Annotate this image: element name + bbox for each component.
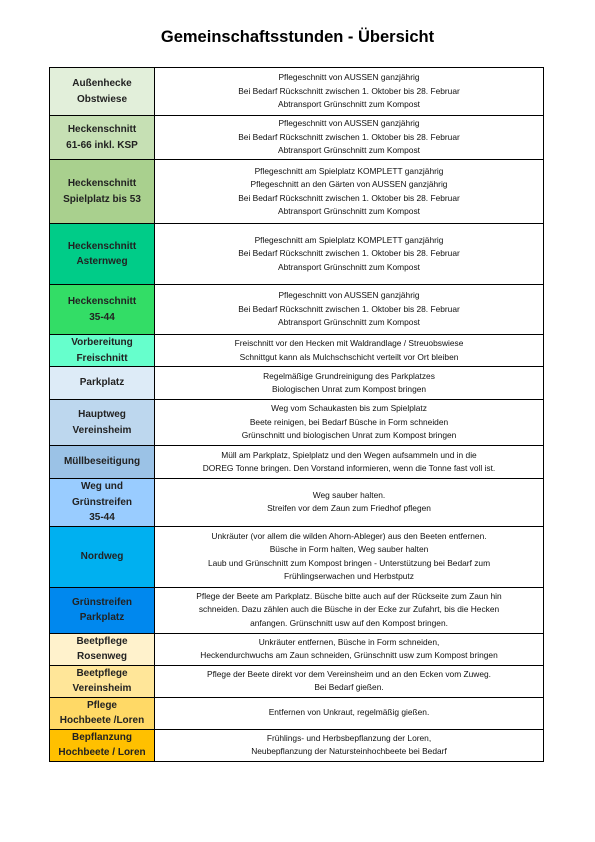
- task-description-line: Bei Bedarf Rückschnitt zwischen 1. Oktober bis 28. Februar: [238, 85, 460, 96]
- task-label-line: Bepflanzung: [72, 731, 132, 743]
- task-description-line: Abtransport Grünschnitt zum Kompost: [278, 317, 420, 328]
- task-description-line: anfangen. Grünschnitt usw auf den Kompost bringen.: [250, 617, 448, 628]
- task-description-line: Neubepflanzung der Natursteinhochbeete bei Bedarf: [251, 746, 447, 756]
- task-label-cell: [50, 479, 155, 527]
- task-label-cell: [50, 633, 155, 665]
- task-label-line: Parkplatz: [79, 612, 125, 623]
- table-row: [50, 633, 544, 665]
- task-description-line: schneiden. Dazu zählen auch die Büsche in der Ecke zur Zufahrt, bis die Hecken: [198, 604, 500, 615]
- task-description-cell: [155, 587, 544, 633]
- task-description-cell: [155, 729, 544, 761]
- page-title: Gemeinschaftsstunden - Übersicht: [160, 28, 435, 46]
- task-label-line: Freischnitt: [76, 352, 128, 364]
- table-row: [50, 367, 544, 400]
- task-description-cell: [155, 335, 544, 367]
- task-description-line: Pflegeschnitt am Spielplatz KOMPLETT ganzjährig: [254, 234, 444, 245]
- task-description-cell: [155, 697, 544, 729]
- task-description-cell: [155, 526, 544, 587]
- table-row: [50, 587, 544, 633]
- task-description-line: Abtransport Grünschnitt zum Kompost: [278, 145, 420, 156]
- task-description-line: Pflegeschnitt am Spielplatz KOMPLETT ganzjährig: [254, 165, 444, 176]
- task-label-line: Vorbereitung: [71, 337, 133, 348]
- task-description-cell: [155, 665, 544, 697]
- task-description-line: Bei Bedarf Rückschnitt zwischen 1. Oktober bis 28. Februar: [238, 131, 460, 142]
- task-description-line: Weg sauber halten.: [312, 489, 386, 500]
- task-description-line: Laub und Grünschnitt zum Kompost bringen - Unterstützung bei Bedarf zum: [207, 557, 491, 568]
- task-description-line: Pflege der Beete am Parkplatz. Büsche bitte auch auf der Rückseite zum Zaun hin: [196, 590, 502, 601]
- table-row: [50, 526, 544, 587]
- task-label-cell: [50, 116, 155, 160]
- task-label-line: Parkplatz: [79, 377, 125, 389]
- table-row: [50, 446, 544, 479]
- task-description-line: Büsche in Form halten, Weg sauber halten: [269, 544, 429, 555]
- task-description-line: Frühlings- und Herbsbepflanzung der Loren,: [266, 732, 432, 743]
- task-description-line: DOREG Tonne bringen. Den Vorstand informieren, wenn die Tonne fast voll ist.: [202, 463, 496, 473]
- task-description-line: Pflege der Beete direkt vor dem Vereinsheim und an den Ecken vom Zuweg.: [207, 668, 491, 679]
- task-description-line: Pflegeschnitt von AUSSEN ganzjährig: [278, 290, 420, 301]
- task-description-cell: [155, 446, 544, 479]
- task-label-line: 35-44: [89, 512, 115, 523]
- task-label-cell: [50, 160, 155, 224]
- task-description-line: Bei Bedarf Rückschnitt zwischen 1. Oktober bis 28. Februar: [238, 192, 460, 203]
- task-description-cell: [155, 479, 544, 527]
- task-description-line: Pflegeschnitt an den Gärten von AUSSEN ganzjährig: [250, 179, 448, 190]
- task-description-cell: [155, 116, 544, 160]
- task-description-line: Bei Bedarf gießen.: [314, 682, 384, 692]
- task-label-line: 61-66 inkl. KSP: [66, 139, 138, 151]
- task-label-line: Asternweg: [76, 256, 128, 267]
- task-label-cell: [50, 224, 155, 285]
- task-description-line: Freischnitt vor den Hecken mit Waldrandlage / Streuobswiese: [234, 338, 464, 349]
- task-description-line: Pflegeschnitt von AUSSEN ganzjährig: [278, 72, 420, 83]
- table-row: [50, 729, 544, 761]
- task-description-line: Heckendurchwuchs am Zaun schneiden, Grünschnitt usw zum Kompost bringen: [200, 650, 498, 660]
- task-description-line: Schnittgut kann als Mulchschschicht verteilt vor Ort bleiben: [239, 351, 459, 362]
- task-description-cell: [155, 68, 544, 116]
- task-label-line: Heckenschnitt: [67, 296, 137, 307]
- task-description-line: Unkräuter entfernen, Büsche in Form schneiden,: [258, 636, 440, 647]
- task-description-line: Frühlingserwachen und Herbstputz: [284, 570, 414, 581]
- task-description-cell: [155, 633, 544, 665]
- task-description-cell: [155, 160, 544, 224]
- table-row: [50, 479, 544, 527]
- task-label-line: Obstwiese: [76, 93, 128, 105]
- task-description-cell: [155, 400, 544, 446]
- table-row: [50, 400, 544, 446]
- table-row: [50, 160, 544, 224]
- table-row: [50, 68, 544, 116]
- table-row: [50, 285, 544, 335]
- task-label-cell: [50, 285, 155, 335]
- task-description-line: Streifen vor dem Zaun zum Friedhof pflegen: [267, 503, 431, 514]
- task-description-line: Weg vom Schaukasten bis zum Spielplatz: [271, 403, 427, 414]
- task-description-line: Bei Bedarf Rückschnitt zwischen 1. Oktober bis 28. Februar: [238, 248, 460, 259]
- task-label-line: Pflege: [86, 699, 117, 711]
- task-description-line: Abtransport Grünschnitt zum Kompost: [278, 99, 420, 110]
- task-description-line: Grünschnitt und biologischen Unrat zum Kompost bringen: [241, 430, 457, 441]
- task-label-cell: [50, 400, 155, 446]
- task-label-cell: [50, 729, 155, 761]
- task-description-line: Bei Bedarf Rückschnitt zwischen 1. Oktober bis 28. Februar: [238, 303, 460, 314]
- task-description-line: Biologischen Unrat zum Kompost bringen: [271, 384, 427, 394]
- task-label-line: Heckenschnitt: [67, 240, 137, 252]
- table-row: [50, 116, 544, 160]
- task-description-line: Beete reinigen, bei Bedarf Büsche in Form schneiden: [249, 416, 449, 427]
- task-label-line: Heckenschnitt: [67, 178, 137, 189]
- task-table: [49, 67, 544, 762]
- task-label-line: Hochbeete /Loren: [59, 715, 145, 726]
- task-label-line: Weg und: [80, 481, 124, 492]
- table-row: [50, 335, 544, 367]
- task-description-line: Müll am Parkplatz, Spielplatz und den Wegen aufsammeln und in die: [221, 449, 477, 460]
- task-description-cell: [155, 367, 544, 400]
- task-label-line: Müllbeseitigung: [63, 456, 141, 468]
- task-label-line: Beetpflege: [76, 667, 128, 679]
- task-description-cell: [155, 224, 544, 285]
- task-label-cell: [50, 665, 155, 697]
- task-label-line: Rosenweg: [76, 651, 127, 662]
- task-label-line: Grünstreifen: [71, 496, 132, 508]
- task-label-line: 35-44: [89, 311, 115, 323]
- task-label-line: Außenhecke: [72, 78, 132, 89]
- task-label-cell: [50, 587, 155, 633]
- table-row: [50, 224, 544, 285]
- task-description-line: Pflegeschnitt von AUSSEN ganzjährig: [278, 118, 420, 129]
- task-label-line: Grünstreifen: [71, 596, 132, 608]
- task-label-cell: [50, 526, 155, 587]
- task-description-cell: [155, 285, 544, 335]
- task-description-line: Unkräuter (vor allem die wilden Ahorn-Ableger) aus den Beeten entfernen.: [211, 530, 487, 541]
- table-row: [50, 665, 544, 697]
- task-description-line: Regelmäßige Grundreinigung des Parkplatzes: [263, 370, 435, 381]
- task-description-line: Entfernen von Unkraut, regelmäßig gießen.: [268, 707, 430, 718]
- task-label-cell: [50, 367, 155, 400]
- task-label-line: Spielplatz bis 53: [63, 193, 141, 205]
- task-description-line: Abtransport Grünschnitt zum Kompost: [278, 261, 420, 272]
- task-label-line: Vereinsheim: [72, 424, 132, 436]
- task-label-line: Heckenschnitt: [67, 124, 137, 135]
- task-label-line: Beetpflege: [76, 635, 128, 647]
- task-label-line: Hauptweg: [78, 409, 126, 420]
- task-label-cell: [50, 697, 155, 729]
- task-label-line: Nordweg: [80, 550, 124, 562]
- task-label-cell: [50, 446, 155, 479]
- task-label-cell: [50, 335, 155, 367]
- table-row: [50, 697, 544, 729]
- task-description-line: Abtransport Grünschnitt zum Kompost: [278, 205, 420, 216]
- task-label-line: Vereinsheim: [72, 683, 132, 694]
- task-label-cell: [50, 68, 155, 116]
- task-label-line: Hochbeete / Loren: [58, 747, 146, 758]
